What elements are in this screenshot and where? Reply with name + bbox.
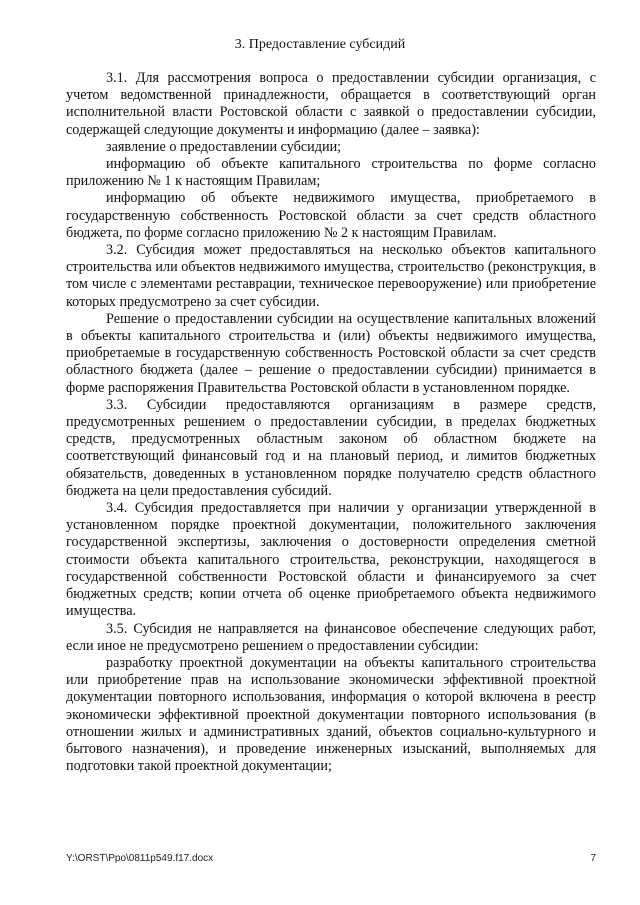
paragraph-design-documentation: разработку проектной документации на объекты капитального строительства или приобретение прав на использование экономически эффективной проектной документации повторного использования, информация о которой включена в реестр экономически эффективной проектной документации повторного использования (в отношении жилых и административных зданий, объектов социально-культурного и бытового назначения), и проведение инженерных изысканий, выполняемых для подготовки такой проектной документации;: [66, 654, 596, 775]
paragraph-3-3: 3.3. Субсидии предоставляются организациям в размере средств, предусмотренных решением о предоставлении субсидии, в пределах бюджетных средств, предусмотренных областным законом об областном бюджете на соответствующий финансовый год и на плановый период, и лимитов бюджетных обязательств, доведенных в установленном порядке получателю средств областного бюджета на цели предоставления субсидий.: [66, 396, 596, 499]
paragraph-application: заявление о предоставлении субсидии;: [106, 138, 342, 155]
document-body: [66, 70, 596, 775]
paragraph-3-5: 3.5. Субсидия не направляется на финансовое обеспечение следующих работ, если иное не предусмотрено решением о предоставлении субсидии:: [66, 620, 596, 654]
section-heading: 3. Предоставление субсидий: [234, 37, 406, 52]
paragraph-3-4: 3.4. Субсидия предоставляется при наличии у организации утвержденной в установленном порядке проектной документации, положительного заключения государственной экспертизы, заключения о достоверности определения сметной стоимости объекта капитального строительства, реконструкции, находящегося в государственной собственности Ростовской области и финансируемого за счет бюджетных средств; копии отчета об оценке приобретаемого объекта недвижимого имущества.: [66, 500, 596, 620]
paragraph-3-1: 3.1. Для рассмотрения вопроса о предоставлении субсидии организация, с учетом ведомственной принадлежности, обращается в соответствующий орган исполнительной власти Ростовской области с заявкой о предоставлении субсидии, содержащей следующие документы и информацию (далее – заявка):: [66, 70, 596, 138]
paragraph-3-2: 3.2. Субсидия может предоставляться на несколько объектов капитального строительства или объектов недвижимого имущества, строительство (реконструкция, в том числе с элементами реставрации, техническое перевооружение) или приобретение которых предусмотрено за счет субсидии.: [66, 242, 596, 310]
paragraph-construction-info: информацию об объекте капитального строительства по форме согласно приложению № 1 к настоящим Правилам;: [66, 156, 596, 190]
paragraph-subsidy-decision: Решение о предоставлении субсидии на осуществление капитальных вложений в объекты капитального строительства и (или) объекты недвижимого имущества, приобретаемые в государственную собственность Ростовской области за счет средств областного бюджета (далее – решение о предоставлении субсидии) принимается в форме распоряжения Правительства Ростовской области в установленном порядке.: [66, 310, 596, 396]
file-path: Y:\ORST\Ppo\0811p549.f17.docx: [66, 853, 214, 864]
paragraph-property-info: информацию об объекте недвижимого имущества, приобретаемого в государственную собственность Ростовской области за счет средств областного бюджета, по форме согласно приложению № 2 к настоящим Правилам.: [66, 190, 596, 241]
page-number: 7: [590, 853, 596, 864]
